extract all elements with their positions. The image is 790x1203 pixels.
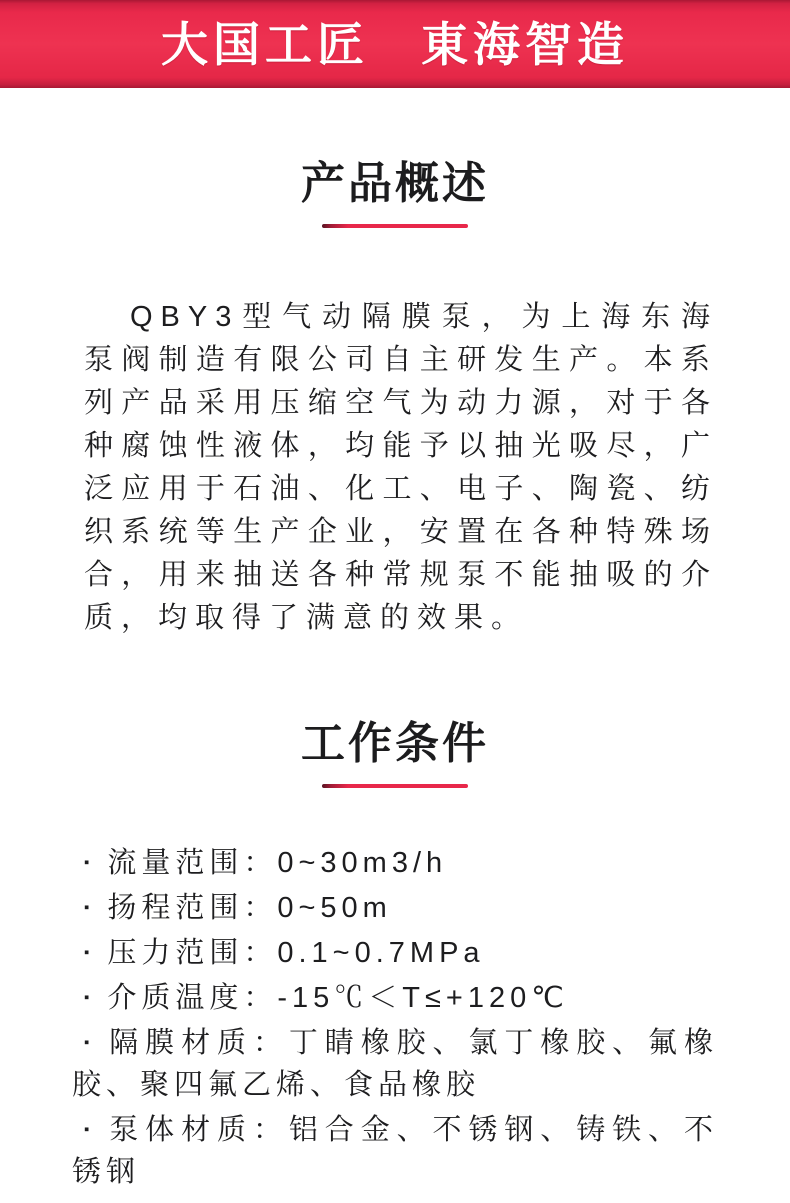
spec-label: 流量范围 — [107, 847, 244, 879]
spec-list — [72, 842, 718, 1193]
spec-value: 0.1~0.7MPa — [277, 937, 485, 969]
spec-separator: ： — [243, 892, 278, 924]
bullet-icon: ▪ — [84, 1121, 90, 1138]
spec-item-pressure-range — [72, 932, 718, 974]
spec-label: 泵体材质 — [107, 1114, 253, 1146]
spec-value: 铝合金、不锈钢、铸铁、不锈钢 — [72, 1114, 718, 1188]
bullet-icon: ▪ — [84, 944, 90, 961]
bullet-icon: ▪ — [84, 1034, 90, 1051]
overview-paragraph: QBY3型气动隔膜泵，为上海东海泵阀制造有限公司自主研发生产。本系列产品采用压缩空气为动力源，对于各种腐蚀性液体，均能予以抽光吸尽，广泛应用于石油、化工、电子、陶瓷、纺织系统等生产企业，安置在各种特殊场合，用来抽送各种常规泵不能抽吸的介质，均取得了满意的效果。 — [84, 301, 718, 634]
spec-item-medium-temperature — [72, 977, 718, 1019]
spec-separator: ： — [252, 1114, 289, 1146]
spec-item-pump-body-material — [72, 1109, 718, 1193]
spec-item-flow-range — [72, 842, 718, 884]
bullet-icon: ▪ — [84, 989, 90, 1006]
title-underline-divider — [322, 224, 468, 228]
spec-separator: ： — [243, 937, 278, 969]
spec-label: 扬程范围 — [107, 892, 244, 924]
spec-value: 0~50m — [277, 892, 392, 924]
spec-separator: ： — [243, 847, 278, 879]
spec-item-head-range — [72, 887, 718, 929]
bullet-icon: ▪ — [84, 899, 90, 916]
spec-label: 压力范围 — [107, 937, 244, 969]
bullet-icon: ▪ — [84, 854, 90, 871]
working-conditions-section-title: 工作条件 — [301, 719, 489, 768]
banner-title: 大国工匠 東海智造 — [161, 17, 629, 71]
spec-separator: ： — [252, 1027, 289, 1059]
spec-label: 介质温度 — [107, 982, 244, 1014]
spec-value: 0~30m3/h — [277, 847, 448, 879]
overview-section-title: 产品概述 — [301, 159, 489, 208]
section-product-overview — [0, 158, 790, 640]
spec-label: 隔膜材质 — [107, 1027, 253, 1059]
spec-item-diaphragm-material — [72, 1022, 718, 1106]
title-underline-divider — [322, 784, 468, 788]
spec-value: -15℃＜T≤+120℃ — [277, 982, 569, 1014]
section-working-conditions — [0, 718, 790, 1193]
spec-value: 丁睛橡胶、氯丁橡胶、氟橡胶、聚四氟乙烯、食品橡胶 — [72, 1027, 718, 1101]
spec-separator: ： — [243, 982, 278, 1014]
header-banner — [0, 0, 790, 88]
